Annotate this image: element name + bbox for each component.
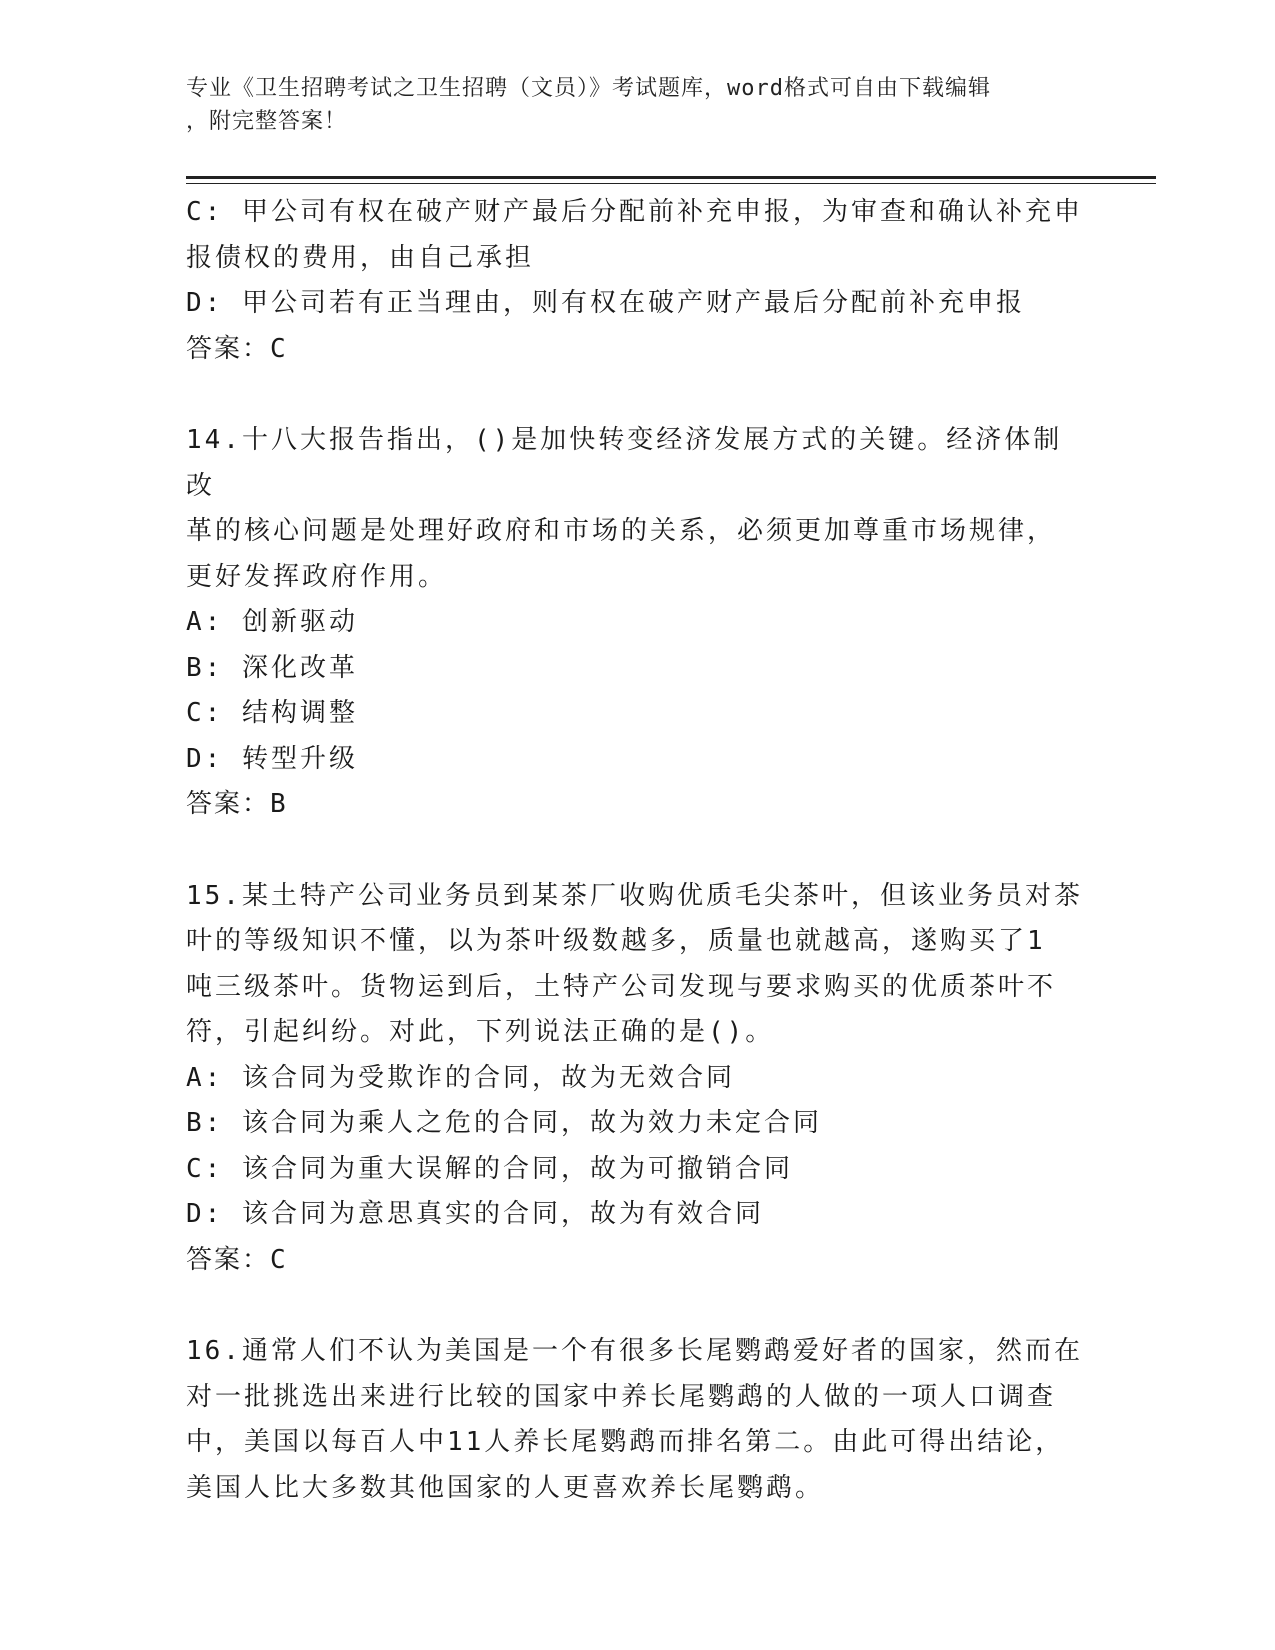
q16-stem-line-2: 对一批挑选出来进行比较的国家中养长尾鹦鹉的人做的一项人口调查: [186, 1381, 1057, 1412]
question-16: [186, 1329, 1086, 1511]
q15-option-d: D: 该合同为意思真实的合同，故为有效合同: [186, 1199, 764, 1229]
spacer: [186, 372, 1086, 418]
q15-stem-line-2: 叶的等级知识不懂，以为茶叶级数越多，质量也就越高，遂购买了1: [186, 926, 1046, 956]
q14-stem-line-1: 14.十八大报告指出，()是加快转变经济发展方式的关键。经济体制改: [186, 425, 1063, 501]
q13-option-d: D: 甲公司若有正当理由，则有权在破产财产最后分配前补充申报: [186, 288, 1025, 318]
q15-option-a: A: 该合同为受欺诈的合同，故为无效合同: [186, 1062, 735, 1093]
header-divider-thin: [186, 183, 1156, 184]
q16-stem-line-1: 16.通常人们不认为美国是一个有很多长尾鹦鹉爱好者的国家，然而在: [186, 1336, 1083, 1366]
q15-answer: 答案：C: [186, 1244, 288, 1275]
q16-stem-line-3: 中，美国以每百人中11人养长尾鹦鹉而排名第二。由此可得出结论，: [186, 1427, 1065, 1457]
header-line-1: 专业《卫生招聘考试之卫生招聘（文员）》考试题库，word格式可自由下载编辑: [186, 76, 991, 101]
q14-stem-line-2: 革的核心问题是处理好政府和市场的关系，必须更加尊重市场规律，: [186, 516, 1057, 546]
q15-stem-line-4: 符，引起纠纷。对此，下列说法正确的是()。: [186, 1017, 775, 1047]
q13-option-c-line-2: 报债权的费用，由自己承担: [186, 242, 535, 273]
q14-option-d: D: 转型升级: [186, 743, 358, 774]
question-15: [186, 874, 1086, 1284]
q13-option-c-line-1: C: 甲公司有权在破产财产最后分配前补充申报，为审查和确认补充申: [186, 197, 1083, 227]
q16-stem-line-4: 美国人比大多数其他国家的人更喜欢养长尾鹦鹉。: [186, 1472, 825, 1503]
header-divider-thick: [186, 176, 1156, 179]
document-body: [186, 190, 1086, 1511]
q14-option-c: C: 结构调整: [186, 698, 358, 728]
document-header: [186, 72, 1066, 138]
q15-option-b: B: 该合同为乘人之危的合同，故为效力未定合同: [186, 1108, 822, 1138]
spacer: [186, 828, 1086, 874]
spacer: [186, 1283, 1086, 1329]
q14-answer: 答案：B: [186, 789, 288, 819]
q13-answer: 答案：C: [186, 333, 288, 364]
question-14: [186, 418, 1086, 828]
header-line-2: ，附完整答案！: [186, 109, 348, 134]
q14-stem-line-3: 更好发挥政府作用。: [186, 561, 448, 592]
q14-option-a: A: 创新驱动: [186, 607, 358, 637]
question-13-tail: [186, 190, 1086, 372]
q14-option-b: B: 深化改革: [186, 652, 358, 683]
q15-option-c: C: 该合同为重大误解的合同，故为可撤销合同: [186, 1153, 793, 1184]
q15-stem-line-1: 15.某土特产公司业务员到某茶厂收购优质毛尖茶叶，但该业务员对茶: [186, 880, 1083, 911]
q15-stem-line-3: 吨三级茶叶。货物运到后，土特产公司发现与要求购买的优质茶叶不: [186, 971, 1057, 1002]
